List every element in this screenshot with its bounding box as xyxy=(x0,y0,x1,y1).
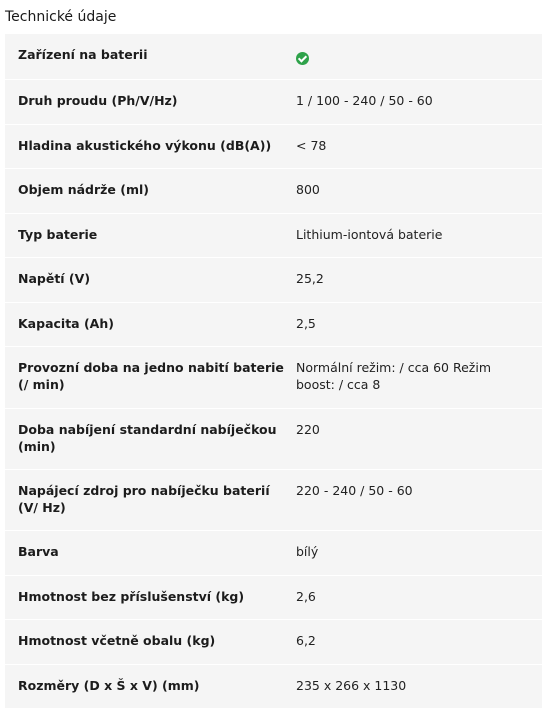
spec-value: 800 xyxy=(296,168,542,213)
spec-row-battery-device xyxy=(5,34,542,79)
spec-value: Normální režim: / cca 60 Režim boost: / cca 8 xyxy=(296,346,542,408)
spec-row-capacity xyxy=(5,302,542,346)
spec-row-battery-type xyxy=(5,213,542,257)
spec-row-color xyxy=(5,530,542,575)
spec-row-tank-volume xyxy=(5,168,542,213)
specs-table xyxy=(5,34,542,708)
spec-label: Napětí (V) xyxy=(5,257,296,302)
spec-value: 1 / 100 - 240 / 50 - 60 xyxy=(296,79,542,124)
spec-row-sound-power xyxy=(5,124,542,168)
spec-label: Typ baterie xyxy=(5,213,296,257)
spec-value: 220 - 240 / 50 - 60 xyxy=(296,469,542,530)
spec-label: Objem nádrže (ml) xyxy=(5,168,296,213)
spec-label: Doba nabíjení standardní nabíječkou (min) xyxy=(5,408,296,469)
spec-value xyxy=(296,34,542,79)
check-circle-icon xyxy=(296,52,309,65)
spec-label: Zařízení na baterii xyxy=(18,47,148,62)
spec-value: 6,2 xyxy=(296,619,542,664)
spec-value: bílý xyxy=(296,530,542,575)
spec-row-charger-power xyxy=(5,469,542,530)
spec-value: 220 xyxy=(296,408,542,469)
spec-row-voltage xyxy=(5,257,542,302)
spec-row-weight-without-accessories xyxy=(5,575,542,619)
spec-label: Hmotnost včetně obalu (kg) xyxy=(5,619,296,664)
spec-value: < 78 xyxy=(296,124,542,168)
spec-row-current-type xyxy=(5,79,542,124)
spec-label: Provozní doba na jedno nabití baterie (/ min) xyxy=(5,346,296,408)
spec-value: 25,2 xyxy=(296,257,542,302)
spec-label: Hladina akustického výkonu (dB(A)) xyxy=(5,124,296,168)
spec-row-charging-time xyxy=(5,408,542,469)
spec-label: Hmotnost bez příslušenství (kg) xyxy=(5,575,296,619)
spec-value: 2,6 xyxy=(296,575,542,619)
spec-label: Druh proudu (Ph/V/Hz) xyxy=(5,79,296,124)
spec-row-runtime xyxy=(5,346,542,408)
spec-label: Napájecí zdroj pro nabíječku baterií (V/ Hz) xyxy=(5,469,296,530)
spec-row-dimensions xyxy=(5,664,542,708)
spec-label: Kapacita (Ah) xyxy=(5,302,296,346)
spec-label: Barva xyxy=(5,530,296,575)
spec-value: Lithium-iontová baterie xyxy=(296,213,542,257)
spec-value: 235 x 266 x 1130 xyxy=(296,664,542,708)
spec-label: Rozměry (D x Š x V) (mm) xyxy=(5,664,296,708)
section-title: Technické údaje xyxy=(5,9,117,25)
spec-row-weight-with-packaging xyxy=(5,619,542,664)
spec-value: 2,5 xyxy=(296,302,542,346)
